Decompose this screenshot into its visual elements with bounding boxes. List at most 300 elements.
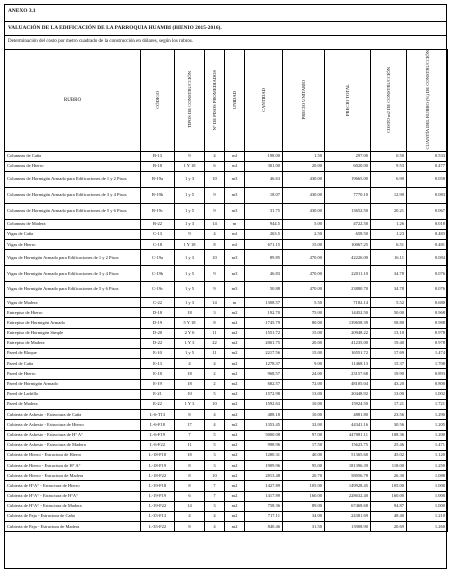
cell-precio-total: 20448.92 [325,389,371,399]
cell-cuantia: 0.067 [407,203,448,219]
table-row [5,359,448,369]
cell-precio-unitario: 40.00 [283,450,325,460]
cell-codigo: L-18-F19 [141,461,175,471]
cell-rubro: Vigas de Hormigón Armado para Edificaciones de 1 y 2 Pisos [5,250,141,266]
table-row [5,308,448,318]
cell-tipo: 17 [175,420,205,430]
cell-pisos: 14 [205,219,225,229]
cell-costo: 15.37 [371,359,407,369]
cell-cantidad: 944.5 [245,219,283,229]
cell-codigo: C-13 [141,230,175,240]
cell-pisos: 4 [205,522,225,532]
cell-pisos: 5 [205,389,225,399]
cell-codigo: E-13 [141,359,175,369]
cell-cuantia: 0.058 [407,172,448,188]
cell-rubro: Vigas de Hormigón Armado para Edificaciones de 3 y 4 Pisos [5,266,141,282]
table-row [5,349,448,359]
cell-codigo: L-18-F22 [141,471,175,481]
cell-unidad: m2 [225,369,245,379]
cell-precio-total: 149928.45 [325,481,371,491]
cell-tipo: 1 Y 3 [175,338,205,348]
table-row [5,389,448,399]
cell-precio-unitario: 470.00 [283,282,325,298]
cell-unidad: m2 [225,328,245,338]
cell-rubro: Entrepiso de Hormigón Simple [5,328,141,338]
cell-precio-total: 16551.72 [325,349,371,359]
cell-rubro: Pared de Bloque [5,349,141,359]
document-title: VALUACIÓN DE LA EDIFICACIÓN DE LA PARROQUIA HUAMBI (BIENIO 2015-2016). [8,25,222,31]
cell-cantidad: 488.18 [245,410,283,420]
cell-unidad: m3 [225,266,245,282]
cell-cantidad: 1280.31 [245,450,283,460]
cell-rubro: Columnas de Caña [5,151,141,161]
table-row [5,379,448,389]
cell-codigo: L-6-F19 [141,430,175,440]
cell-cantidad: 717.11 [245,512,283,522]
cell-precio-total: 19665.00 [325,172,371,188]
cell-rubro: Cubierta de Paja - Estructura de Madera [5,522,141,532]
cell-cantidad: 1572.98 [245,389,283,399]
cell-rubro: Pared de Hierro [5,369,141,379]
cell-precio-unitario: 470.00 [283,266,325,282]
cell-precio-total: 228632.40 [325,491,371,501]
cell-cuantia: 1.088 [407,471,448,481]
cell-unidad: ml [225,151,245,161]
cell-pisos: 4 [205,420,225,430]
cell-cuantia: 1.000 [407,491,448,501]
table-row [5,219,448,229]
cell-precio-total: 48105.04 [325,379,371,389]
cell-precio-unitario: 15.00 [283,349,325,359]
cell-cantidad: 192.70 [245,308,283,318]
cell-codigo: C-18 [141,240,175,250]
cell-rubro: Cubierta de Asbesto - Estructura de Madera [5,440,141,450]
cell-precio-total: 13652.50 [325,203,371,219]
cell-precio-unitario: 24.00 [283,369,325,379]
cell-tipo: 11 [175,440,205,450]
cell-precio-unitario: 97.00 [283,430,325,440]
cell-cuantia: 1.708 [407,359,448,369]
cell-precio-total: 20948.22 [325,328,371,338]
cell-cuantia: 0.968 [407,308,448,318]
cell-cantidad: 89.85 [245,250,283,266]
cell-costo: 6.90 [371,172,407,188]
cell-codigo: B-19a [141,172,175,188]
cell-precio-unitario: 15.00 [283,328,325,338]
cell-pisos: 10 [205,399,225,409]
cell-precio-total: 658.50 [325,230,371,240]
cell-tipo: 1 Y 18 [175,240,205,250]
annex-label: ANEXO 3.1 [8,8,36,14]
cell-precio-total: 4722.50 [325,219,371,229]
cell-tipo: 1 y 5 [175,349,205,359]
cell-codigo: D-19 [141,318,175,328]
cell-codigo: D-20 [141,328,175,338]
cell-costo: 23.56 [371,410,407,420]
cell-precio-total: 41235.00 [325,338,371,348]
cell-cuantia: 1.205 [407,420,448,430]
table-row [5,369,448,379]
cell-costo: 48.40 [371,512,407,522]
cell-costo: 17.21 [371,399,407,409]
cell-tipo: 18 [175,379,205,389]
cell-unidad: m2 [225,399,245,409]
cell-pisos: 4 [205,359,225,369]
cell-tipo: 1 y 3 [175,219,205,229]
table-row [5,338,448,348]
cell-cuantia: 0.978 [407,338,448,348]
cell-costo: 26.30 [371,471,407,481]
cell-pisos: 5 [205,430,225,440]
document-subtitle: Determinación del costo por metro cuadrado de la construcción en dólares, según los rubros. [8,39,194,44]
cell-precio-unitario: 89.00 [283,501,325,511]
cell-unidad: m2 [225,461,245,471]
cell-precio-total: 4881.80 [325,410,371,420]
cell-precio-unitario: 105.00 [283,481,325,491]
cell-costo: 6.51 [371,240,407,250]
cell-rubro: Columnas de Hormigón Armado para Edificaciones de 3 y 4 Pisos [5,188,141,204]
cell-costo: 25.46 [371,440,407,450]
table-row [5,318,448,328]
cell-cuantia: 1.260 [407,522,448,532]
cell-costo: 13.10 [371,328,407,338]
cell-rubro: Cubierta de Asbesto - Estructura de Caña [5,410,141,420]
cell-precio-total: 7770.10 [325,188,371,204]
cell-cuantia: 1.002 [407,389,448,399]
cell-codigo: L-6-T13 [141,410,175,420]
cell-rubro: Entrepiso de Madera [5,338,141,348]
cell-pisos: 10 [205,172,225,188]
cell-tipo: 18 [175,308,205,318]
cell-costo: 160.00 [371,491,407,501]
header-codigo: CÓDIGO [141,50,175,152]
table-row [5,266,448,282]
cell-precio-unitario: 32.00 [283,420,325,430]
cell-precio-total: 67468.68 [325,501,371,511]
cell-tipo: 8 [175,522,205,532]
cell-precio-total: 22011.10 [325,266,371,282]
cell-tipo: 18 [175,369,205,379]
cell-cantidad: 2217.56 [245,349,283,359]
cell-pisos: 9 [205,282,225,298]
cell-unidad: m3 [225,282,245,298]
table-row [5,522,448,532]
cell-precio-unitario: 15.00 [283,240,325,250]
cell-unidad: m2 [225,359,245,369]
cell-cantidad: 1308.57 [245,298,283,308]
table-row [5,430,448,440]
cell-cuantia: 0.477 [407,161,448,171]
cell-cantidad: 2061.75 [245,338,283,348]
cell-tipo: 1 y 5 [175,203,205,219]
cell-cantidad: 1278.37 [245,359,283,369]
cell-tipo: 1 y 3 [175,298,205,308]
cell-cantidad: 758.36 [245,501,283,511]
cell-unidad: m2 [225,430,245,440]
cell-tipo: 1 y 5 [175,282,205,298]
table-body [5,151,448,532]
cell-codigo: L-19-F18 [141,481,175,491]
cell-costo: 13.00 [371,389,407,399]
cell-costo: 17.69 [371,349,407,359]
cell-precio-unitario: 20.00 [283,338,325,348]
cell-precio-total: 23157.68 [325,369,371,379]
cell-codigo: E-21 [141,389,175,399]
cell-unidad: m3 [225,172,245,188]
cell-rubro: Cubierta de H°A° - Estructura de Hierro [5,481,141,491]
cell-codigo: E-18 [141,369,175,379]
cell-unidad: m3 [225,250,245,266]
cell-precio-total: 58056.78 [325,471,371,481]
cell-rubro: Cubierta de Asbesto - Estructura de Hierro [5,420,141,430]
cell-unidad: m2 [225,410,245,420]
cell-rubro: Pared de Hormigón Armado [5,379,141,389]
table-row [5,282,448,298]
cell-tipo: 4 [175,359,205,369]
cell-codigo: C-19c [141,282,175,298]
cell-pisos: 4 [205,230,225,240]
cell-unidad: m2 [225,440,245,450]
divider [4,21,447,22]
cell-tipo: 8 [175,481,205,491]
cell-cuantia: 0.483 [407,230,448,240]
cell-costo: 58.80 [371,318,407,328]
cell-tipo: 6 [175,491,205,501]
cell-codigo: B-19c [141,203,175,219]
cell-unidad: m2 [225,379,245,389]
table-row [5,151,448,161]
cell-pisos: 5 [205,440,225,450]
cell-unidad: m2 [225,349,245,359]
cell-unidad: m3 [225,188,245,204]
cell-codigo: L-6-F18 [141,420,175,430]
cell-rubro: Pared de Madera [5,399,141,409]
cell-rubro: Vigas de Caña [5,230,141,240]
cell-precio-total: 15924.50 [325,399,371,409]
cell-unidad: m [225,298,245,308]
cell-cuantia: 1.000 [407,501,448,511]
cell-cuantia: 1.471 [407,440,448,450]
table-row [5,188,448,204]
cell-pisos: 22 [205,338,225,348]
cell-cantidad: 50.88 [245,282,283,298]
cell-pisos: 3 [205,450,225,460]
table-row [5,410,448,420]
table-row [5,471,448,481]
cell-tipo: 1 y 3 [175,172,205,188]
cell-cuantia: 0.018 [407,219,448,229]
cell-precio-unitario: 17.50 [283,440,325,450]
cell-codigo: E-10 [141,349,175,359]
cell-codigo: L-6-F22 [141,440,175,450]
cell-unidad: m3 [225,203,245,219]
cell-costo: 45.02 [371,450,407,460]
header-tipos: TIPOS DE CONSTRUCCIÓN [175,50,205,152]
cell-rubro: Cubierta de Hierro - Estructura de Madera [5,471,141,481]
cell-pisos: 4 [205,512,225,522]
cell-codigo: C-19a [141,250,175,266]
cell-precio-unitario: 470.00 [283,250,325,266]
cell-rubro: Pared de Caña [5,359,141,369]
cell-cuantia: 0.893 [407,369,448,379]
cell-cantidad: 1427.89 [245,481,283,491]
cell-cantidad: 18.07 [245,188,283,204]
cell-precio-unitario: 430.00 [283,172,325,188]
cell-rubro: Columnas de Hormigón Armado para Edificaciones de 5 y 6 Pisos [5,203,141,219]
cell-costo: 50.00 [371,308,407,318]
cell-codigo: L-35-F22 [141,522,175,532]
cell-cantidad: 46.83 [245,266,283,282]
cell-codigo: E-19 [141,379,175,389]
cell-tipo: 1 Y 3 [175,399,205,409]
cell-codigo: D-22 [141,338,175,348]
cell-tipo: 5 Y 18 [175,318,205,328]
cell-pisos: 4 [205,410,225,420]
cell-cuantia: 0.083 [407,188,448,204]
cell-precio-unitario: 75.00 [283,308,325,318]
cell-unidad: m2 [225,389,245,399]
cell-cuantia: 1.000 [407,481,448,491]
cell-cantidad: 31.75 [245,203,283,219]
divider [4,35,447,36]
cell-cantidad: 968.57 [245,369,283,379]
cell-codigo: L-19-F22 [141,501,175,511]
cell-pisos: 7 [205,491,225,501]
cell-cantidad: 1745.79 [245,318,283,328]
table-header [5,50,448,152]
cell-precio-total: 297.00 [325,151,371,161]
cell-unidad: m2 [225,420,245,430]
cell-cantidad: 46.63 [245,172,283,188]
cell-precio-unitario: 31.50 [283,522,325,532]
cell-rubro: Cubierta de Hierro - Estructura de Hierro [5,450,141,460]
cell-cantidad: 682.57 [245,379,283,389]
cell-cuantia: 0.076 [407,282,448,298]
cell-costo: 94.87 [371,501,407,511]
cell-unidad: m2 [225,338,245,348]
cell-cantidad: 263.5 [245,230,283,240]
cell-rubro: Vigas de Madera [5,298,141,308]
table-row [5,161,448,171]
cell-pisos: 14 [205,298,225,308]
cell-costo: 118.00 [371,461,407,471]
cell-tipo: 18 [175,450,205,460]
cell-tipo: 9 [175,230,205,240]
cell-precio-unitario: 5.00 [283,219,325,229]
cell-tipo: 14 [175,501,205,511]
cell-precio-total: 7182.14 [325,298,371,308]
cell-precio-unitario: 5.50 [283,298,325,308]
cell-costo: 16.11 [371,250,407,266]
table-row [5,440,448,450]
cell-rubro: Columnas de Madera [5,219,141,229]
cell-unidad: m2 [225,501,245,511]
table-row [5,240,448,250]
cell-precio-unitario: 20.70 [283,471,325,481]
cell-precio-unitario: 95.00 [283,461,325,471]
cell-rubro: Cubierta de Hierro - Estructura de H° A° [5,461,141,471]
cell-costo: 0.50 [371,151,407,161]
cell-cantidad: 1417.89 [245,491,283,501]
cell-tipo: 1 y 5 [175,188,205,204]
header-costo: COSTO m2 DE CONSTRUCCIÓN [371,50,407,152]
cell-precio-total: 23880.70 [325,282,371,298]
cell-precio-unitario: 430.00 [283,188,325,204]
cell-codigo: C-19b [141,266,175,282]
cell-rubro: Vigas de Hierro [5,240,141,250]
cell-precio-unitario: 10.00 [283,399,325,409]
cell-cuantia: 1.200 [407,430,448,440]
cell-cantidad: 998.96 [245,440,283,450]
cell-cuantia: 1.290 [407,410,448,420]
cell-cuantia: 1.210 [407,512,448,522]
cell-rubro: Entrepiso de Hierro [5,308,141,318]
cell-pisos: 9 [205,188,225,204]
table-row [5,399,448,409]
table-row [5,420,448,430]
cell-cuantia: 1.120 [407,450,448,460]
header-precio-unitario: PRECIO UNITARIO [283,50,325,152]
cell-cuantia: 0.076 [407,266,448,282]
cell-costo: 108.36 [371,430,407,440]
cell-precio-total: 24381.69 [325,512,371,522]
cell-cantidad: 1353.45 [245,420,283,430]
cell-precio-unitario: 34.00 [283,512,325,522]
cell-tipo: 8 [175,410,205,420]
cell-tipo: 1 y 3 [175,250,205,266]
cell-costo: 1.26 [371,219,407,229]
cell-codigo: C-22 [141,298,175,308]
cell-precio-total: 10067.25 [325,240,371,250]
cell-costo: 20.69 [371,522,407,532]
cell-codigo: L-18-F18 [141,450,175,460]
cell-tipo: 8 [175,461,205,471]
cell-cantidad: 1909.96 [245,461,283,471]
cell-costo: 34.78 [371,266,407,282]
cell-precio-total: 139658.39 [325,318,371,328]
cell-unidad: m2 [225,308,245,318]
cell-precio-total: 51365.60 [325,450,371,460]
table-row [5,230,448,240]
cell-rubro: Cubierta de Paja - Estructura de Caña [5,512,141,522]
cell-precio-unitario: 20.00 [283,161,325,171]
cell-costo: 5.52 [371,298,407,308]
cell-codigo: B-13 [141,151,175,161]
cell-unidad: m2 [225,512,245,522]
cell-costo: 30.56 [371,420,407,430]
cell-codigo: L-19-F19 [141,491,175,501]
cell-costo: 9.53 [371,161,407,171]
cell-precio-unitario: 80.00 [283,318,325,328]
table-row [5,298,448,308]
cell-precio-unitario: 1.50 [283,151,325,161]
cell-pisos: 6 [205,161,225,171]
cell-precio-unitario: 2.50 [283,230,325,240]
cell-codigo: E-22 [141,399,175,409]
cell-pisos: 10 [205,250,225,266]
cell-unidad: m2 [225,318,245,328]
cell-pisos: 2 [205,369,225,379]
header-cuantia: CUANTÍA DEL RUBRO (%) DE CONSTRUCCIÓN [407,50,448,152]
cell-pisos: 4 [205,151,225,161]
cell-tipo: 7 [175,430,205,440]
cell-rubro: Cubierta de H°A° - Estructura de Madera [5,501,141,511]
cell-costo: 19.90 [371,369,407,379]
cell-rubro: Pared de Ladrillo [5,389,141,399]
cell-precio-total: 11468.13 [325,359,371,369]
cell-precio-unitario: 430.00 [283,203,325,219]
table-row [5,512,448,522]
